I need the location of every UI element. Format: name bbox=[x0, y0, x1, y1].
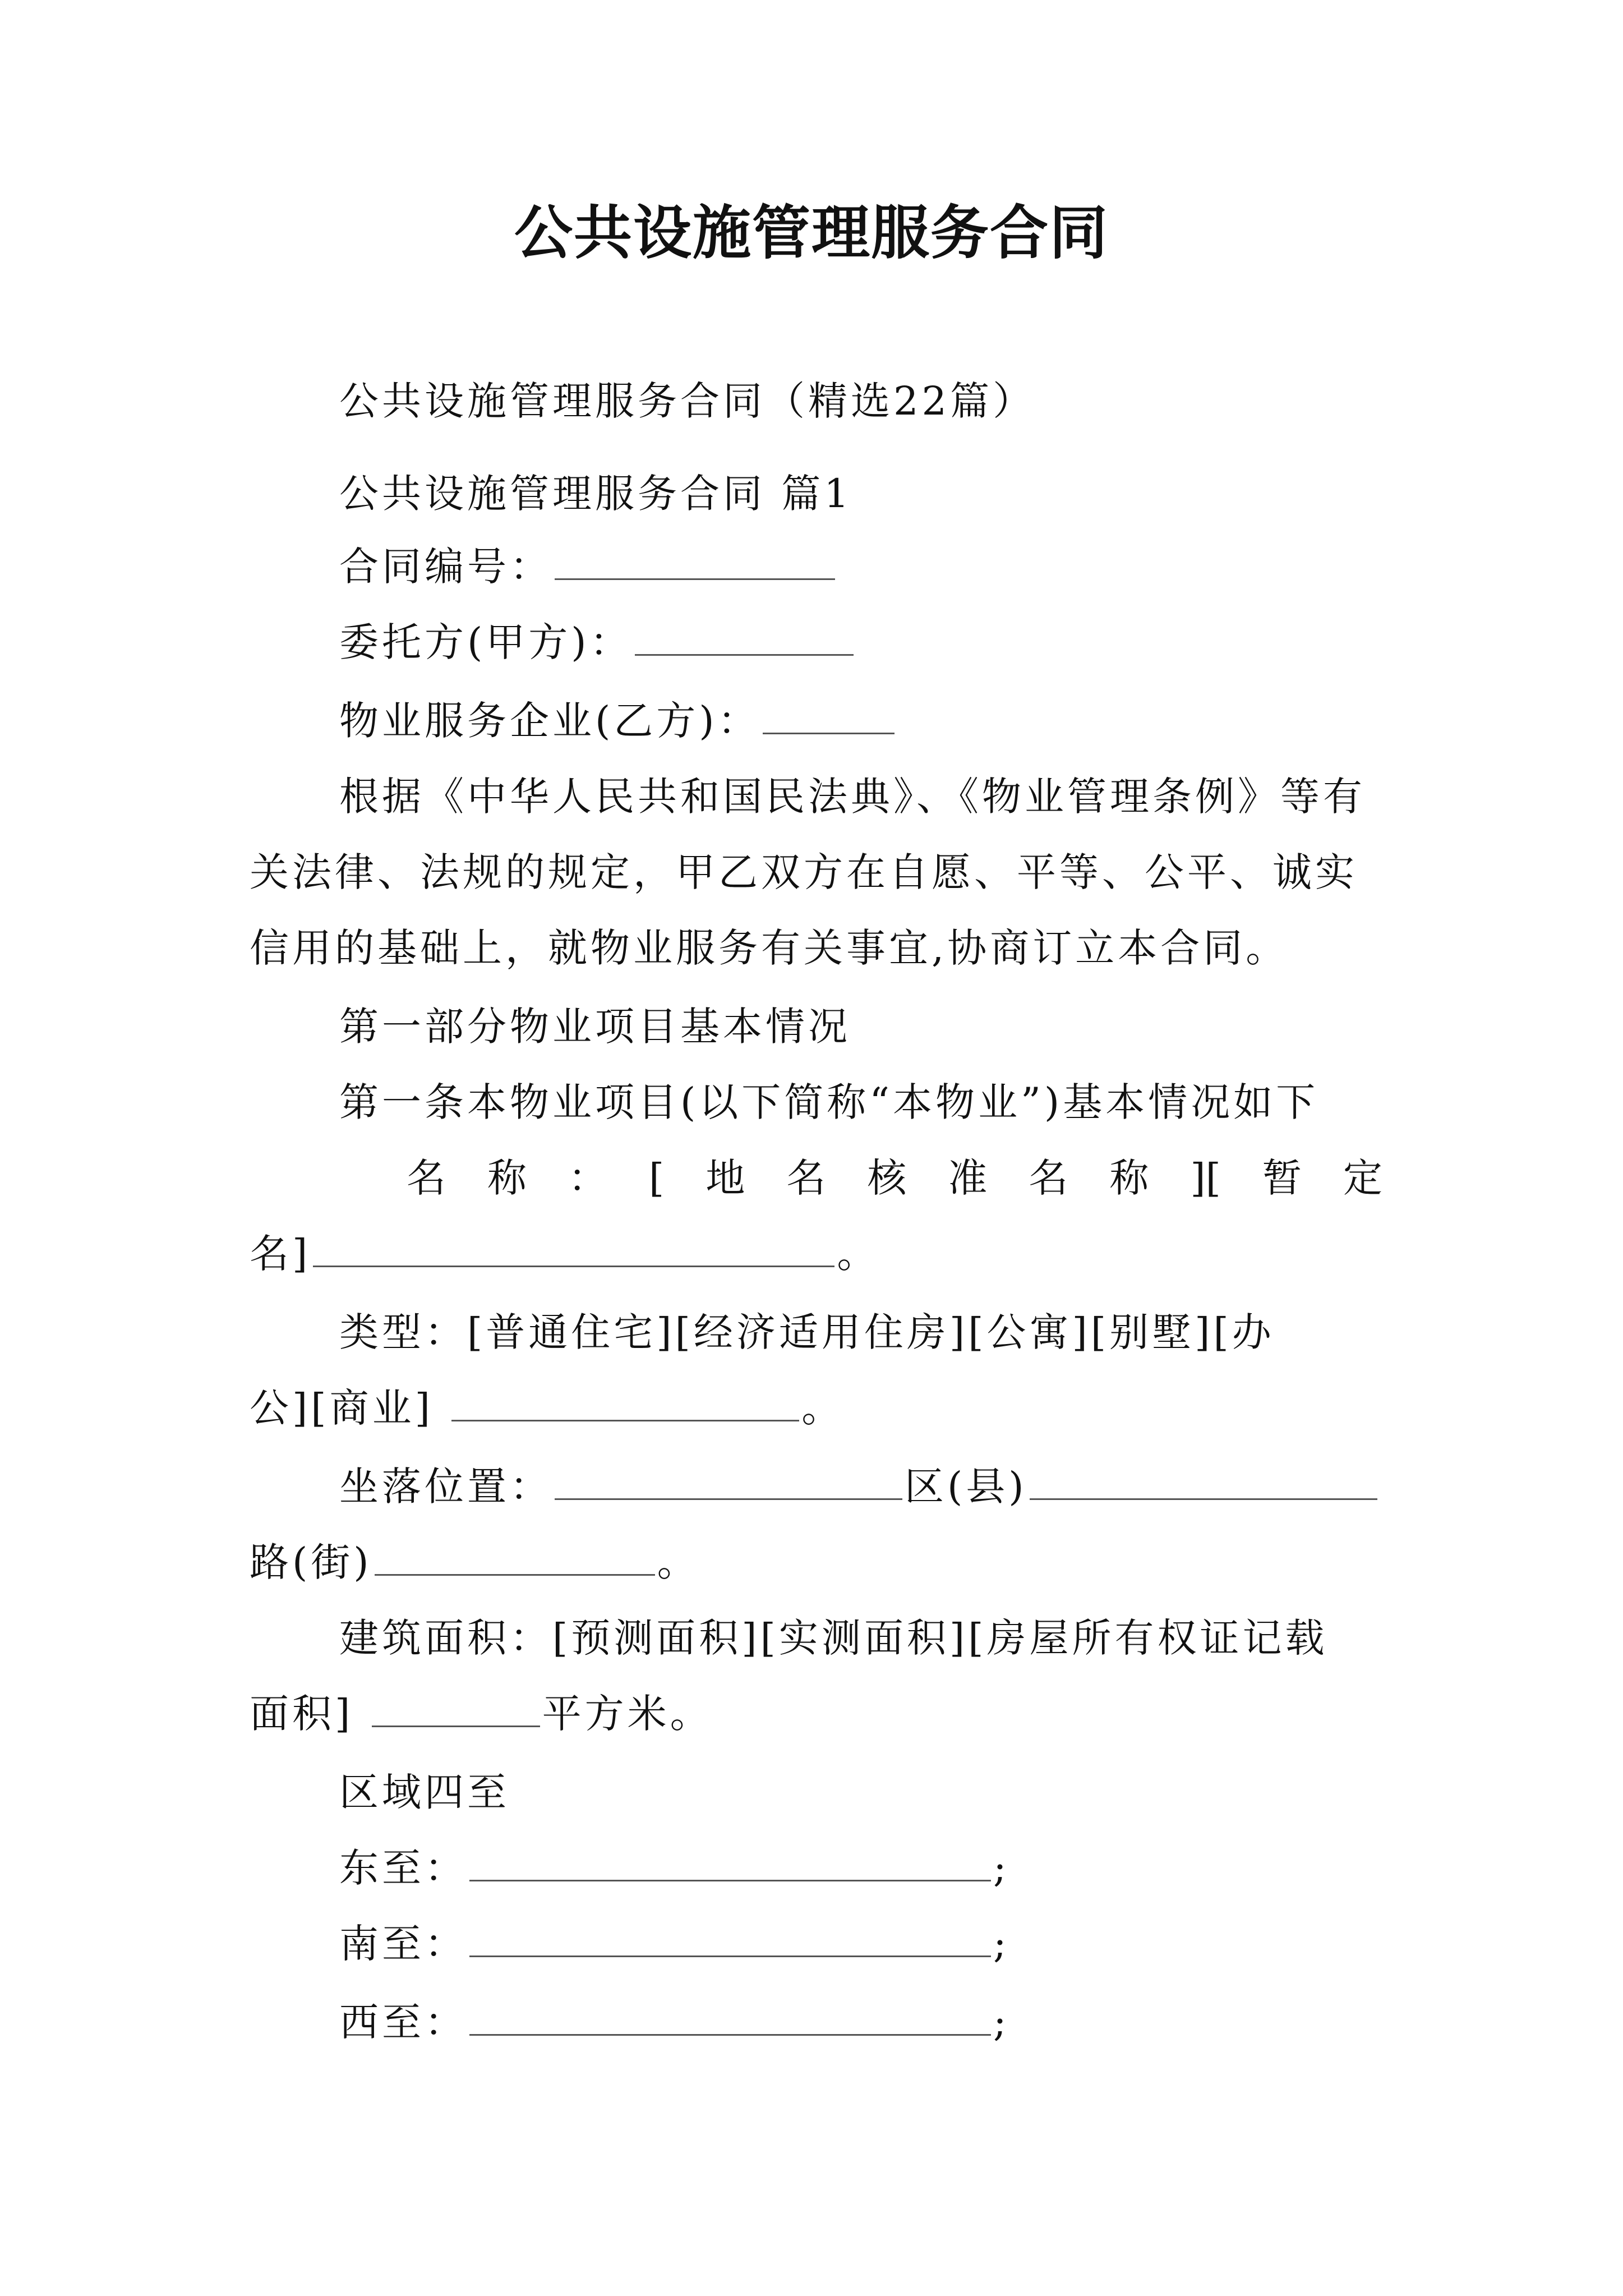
article-one-line: 第一条本物业项目(以下简称“本物业”)基本情况如下 bbox=[339, 1079, 1319, 1125]
name-char: 名 bbox=[407, 1155, 446, 1201]
south-end: ; bbox=[993, 1921, 1010, 1967]
name-char: 地 bbox=[706, 1155, 745, 1201]
name-char: ： bbox=[568, 1155, 607, 1201]
location-line-1 bbox=[339, 1458, 1380, 1515]
south-boundary-line bbox=[339, 1916, 1010, 1972]
west-boundary-blank[interactable] bbox=[469, 1998, 991, 2036]
west-label: 西至： bbox=[339, 1999, 467, 2045]
subtitle-line: 公共设施管理服务合同（精选22篇） bbox=[339, 378, 1036, 424]
east-end: ; bbox=[993, 1845, 1010, 1891]
property-name-blank[interactable] bbox=[313, 1230, 834, 1267]
location-line-2-suffix: 。 bbox=[657, 1539, 700, 1585]
name-char: [ bbox=[649, 1155, 665, 1201]
party-b-blank[interactable] bbox=[763, 697, 895, 734]
part-one-heading: 第一部分物业项目基本情况 bbox=[339, 1004, 851, 1050]
party-a-line bbox=[339, 614, 856, 670]
name-line-2 bbox=[250, 1226, 879, 1282]
property-type-blank[interactable] bbox=[451, 1384, 799, 1421]
area-line-2-suffix: 平方米。 bbox=[542, 1691, 713, 1737]
contract-number-blank[interactable] bbox=[555, 542, 835, 580]
south-boundary-blank[interactable] bbox=[469, 1920, 991, 1957]
name-char: 定 bbox=[1343, 1155, 1382, 1201]
type-line-2 bbox=[250, 1380, 844, 1436]
basis-line-2: 关法律、法规的规定，甲乙双方在自愿、平等、公平、诚实 bbox=[250, 849, 1358, 895]
document-title: 公共设施管理服务合同 bbox=[514, 199, 1109, 267]
district-label: 区(县) bbox=[905, 1464, 1027, 1510]
contract-number-label: 合同编号： bbox=[339, 544, 552, 590]
name-char: ][ bbox=[1190, 1155, 1221, 1201]
name-char: 称 bbox=[1109, 1155, 1149, 1201]
area-line-2 bbox=[250, 1686, 713, 1742]
location-blank-1[interactable] bbox=[555, 1462, 902, 1500]
area-line-2-prefix: 面积] bbox=[250, 1691, 354, 1737]
east-boundary-line bbox=[339, 1840, 1010, 1896]
name-line-2-prefix: 名] bbox=[250, 1231, 311, 1277]
chapter-heading: 公共设施管理服务合同 篇1 bbox=[339, 471, 852, 517]
name-char: 暂 bbox=[1262, 1155, 1302, 1201]
party-a-label: 委托方(甲方)： bbox=[339, 619, 633, 665]
location-label: 坐落位置： bbox=[339, 1464, 552, 1510]
party-b-line bbox=[339, 693, 897, 749]
location-line-2 bbox=[250, 1534, 700, 1590]
road-label: 路(街) bbox=[250, 1539, 372, 1585]
basis-line-3: 信用的基础上，就物业服务有关事宜,协商订立本合同。 bbox=[250, 925, 1289, 971]
south-label: 南至： bbox=[339, 1921, 467, 1967]
name-char: 名 bbox=[786, 1155, 826, 1201]
basis-line-1: 根据《中华人民共和国民法典》、《物业管理条例》等有 bbox=[339, 774, 1366, 820]
name-line-1 bbox=[407, 1150, 1382, 1206]
boundaries-heading: 区域四至 bbox=[339, 1769, 510, 1815]
east-boundary-blank[interactable] bbox=[469, 1844, 991, 1881]
west-boundary-line bbox=[339, 1994, 1010, 2050]
contract-number-line bbox=[339, 539, 837, 595]
road-blank[interactable] bbox=[375, 1538, 655, 1576]
party-b-label: 物业服务企业(乙方)： bbox=[339, 698, 760, 744]
name-char: 准 bbox=[948, 1155, 988, 1201]
west-end: ; bbox=[993, 1999, 1010, 2045]
name-char: 称 bbox=[487, 1155, 527, 1201]
district-blank[interactable] bbox=[1030, 1462, 1377, 1500]
type-line-2-prefix: 公][商业] bbox=[250, 1385, 434, 1431]
type-line-2-suffix: 。 bbox=[801, 1385, 845, 1431]
area-line-1: 建筑面积：[预测面积][实测面积][房屋所有权证记载 bbox=[339, 1615, 1328, 1661]
name-char: 名 bbox=[1029, 1155, 1068, 1201]
name-char: 核 bbox=[867, 1155, 907, 1201]
type-line-1: 类型：[普通住宅][经济适用住房][公寓][别墅][办 bbox=[339, 1309, 1275, 1355]
party-a-blank[interactable] bbox=[635, 618, 854, 656]
name-line-2-suffix: 。 bbox=[837, 1231, 880, 1277]
area-blank[interactable] bbox=[372, 1690, 540, 1727]
east-label: 东至： bbox=[339, 1845, 467, 1891]
